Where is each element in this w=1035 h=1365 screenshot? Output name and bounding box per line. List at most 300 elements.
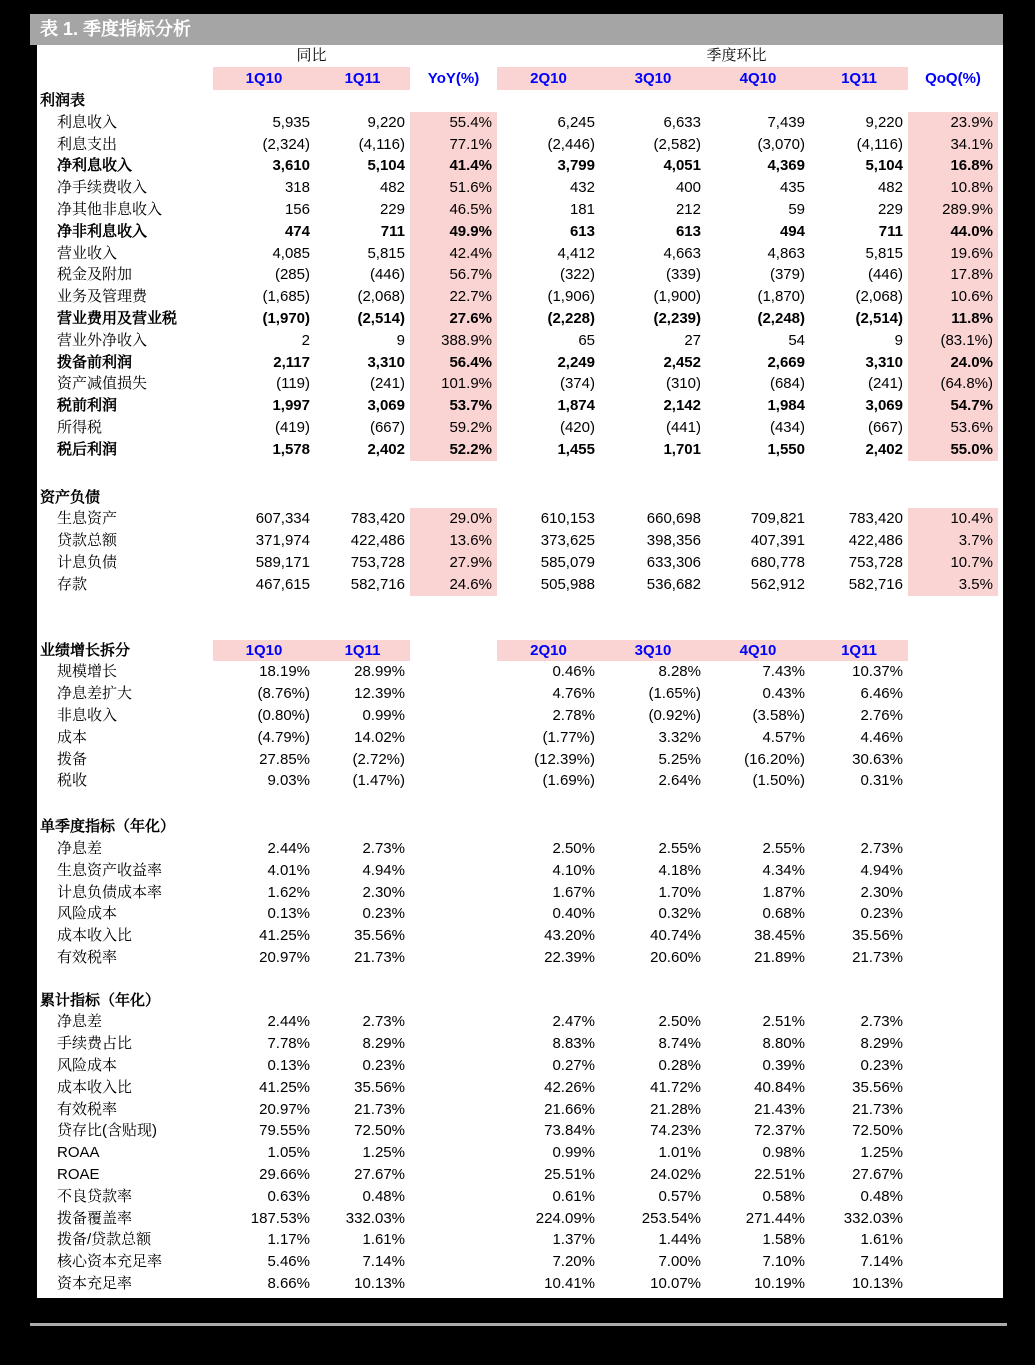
value-cell: 3,799	[557, 157, 595, 175]
row-label: 业务及管理费	[57, 288, 148, 306]
value-cell: 711	[878, 222, 903, 240]
value-cell: 1,701	[663, 440, 701, 458]
value-cell: 253.54%	[641, 1209, 701, 1227]
table-row	[37, 770, 1003, 792]
value-cell: 4.46%	[860, 728, 903, 746]
value-cell: (2,228)	[547, 309, 595, 327]
value-cell	[908, 1273, 998, 1295]
value-cell: (2,514)	[855, 309, 903, 327]
row-label: 所得税	[57, 418, 103, 436]
value-cell	[908, 882, 998, 904]
value-cell: 14.02%	[354, 728, 405, 746]
value-cell: (2,324)	[262, 135, 310, 153]
row-label: 风险成本	[57, 905, 118, 923]
value-cell	[908, 1229, 998, 1251]
value-cell: 0.61%	[552, 1187, 595, 1205]
table-row	[37, 330, 1003, 352]
value-cell: (2,446)	[547, 135, 595, 153]
table-row	[37, 1164, 1003, 1186]
row-label: 成本收入比	[57, 927, 133, 945]
value-cell: 44.0%	[908, 221, 998, 243]
value-cell: 3,310	[367, 353, 405, 371]
value-cell: (339)	[665, 266, 701, 284]
value-cell: 0.48%	[362, 1187, 405, 1205]
table-panel	[37, 45, 1003, 1298]
column-header-1q10: 1Q10	[213, 67, 315, 90]
value-cell	[410, 727, 497, 749]
value-cell: 3,069	[367, 397, 405, 415]
value-cell: 49.9%	[410, 221, 497, 243]
value-cell: 72.50%	[852, 1122, 903, 1140]
column-header-2q10: 2Q10	[497, 640, 600, 662]
value-cell: 0.58%	[762, 1187, 805, 1205]
value-cell: 373,625	[540, 532, 595, 550]
value-cell: 21.89%	[754, 948, 805, 966]
value-cell: 435	[779, 179, 805, 197]
value-cell: 332.03%	[843, 1209, 903, 1227]
value-cell: (1,685)	[262, 288, 310, 306]
value-cell: 10.13%	[354, 1275, 405, 1293]
section	[37, 487, 1003, 596]
value-cell: (684)	[769, 375, 805, 393]
value-cell	[908, 749, 998, 771]
table-row	[37, 508, 1003, 530]
table-row	[37, 1120, 1003, 1142]
value-cell: 53.6%	[908, 417, 998, 439]
row-label: 贷存比(含贴现)	[57, 1122, 157, 1140]
value-cell: 0.48%	[860, 1187, 903, 1205]
row-label: 营业外净收入	[57, 331, 148, 349]
section	[37, 816, 1003, 969]
value-cell: 21.43%	[754, 1100, 805, 1118]
value-cell: 8.28%	[658, 663, 701, 681]
value-cell	[410, 1011, 497, 1033]
value-cell: 13.6%	[410, 530, 497, 552]
value-cell: 42.26%	[544, 1078, 595, 1096]
value-cell: 27	[684, 331, 701, 349]
value-cell: 0.40%	[552, 905, 595, 923]
row-label: 有效税率	[57, 948, 118, 966]
table-row	[37, 552, 1003, 574]
value-cell: (1,900)	[653, 288, 701, 306]
column-header-2q10: 2Q10	[497, 67, 600, 90]
value-cell: (0.92%)	[648, 706, 701, 724]
table-row	[37, 286, 1003, 308]
value-cell: 5.46%	[267, 1253, 310, 1271]
row-label: 资产减值损失	[57, 375, 148, 393]
value-cell: 24.0%	[908, 352, 998, 374]
table-row	[37, 177, 1003, 199]
value-cell: 41.25%	[259, 927, 310, 945]
value-cell: 0.68%	[762, 905, 805, 923]
value-cell: 0.13%	[267, 1057, 310, 1075]
value-cell	[410, 925, 497, 947]
value-cell: 4,085	[272, 244, 310, 262]
table-row	[37, 661, 1003, 683]
row-label: 净非利息收入	[57, 222, 148, 240]
value-cell: (64.8%)	[908, 373, 998, 395]
value-cell: 753,728	[848, 553, 903, 571]
table-row	[37, 925, 1003, 947]
table-row	[37, 134, 1003, 156]
table-row	[37, 417, 1003, 439]
column-header-3q10: 3Q10	[600, 67, 706, 90]
value-cell: 187.53%	[250, 1209, 310, 1227]
row-label: ROAE	[57, 1166, 100, 1184]
value-cell: 0.98%	[762, 1144, 805, 1162]
value-cell: 229	[877, 200, 903, 218]
value-cell	[908, 925, 998, 947]
value-cell: 536,682	[646, 575, 701, 593]
value-cell: 2.44%	[267, 1013, 310, 1031]
value-cell: 0.32%	[658, 905, 701, 923]
value-cell: (1,870)	[757, 288, 805, 306]
value-cell	[908, 1077, 998, 1099]
value-cell: 398,356	[646, 532, 701, 550]
value-cell: 54	[788, 331, 805, 349]
table-row	[37, 1273, 1003, 1295]
value-cell: 2.47%	[552, 1013, 595, 1031]
value-cell: 494	[779, 222, 805, 240]
section-title: 资产负债	[40, 488, 101, 506]
value-cell: 467,615	[255, 575, 310, 593]
value-cell: 8.80%	[762, 1035, 805, 1053]
value-cell	[908, 1099, 998, 1121]
value-cell	[410, 1208, 497, 1230]
value-cell: 2.50%	[658, 1013, 701, 1031]
value-cell: 0.13%	[267, 905, 310, 923]
value-cell: 633,306	[646, 553, 701, 571]
value-cell: 10.4%	[908, 508, 998, 530]
section-header-row	[37, 990, 1003, 1012]
value-cell: 41.4%	[410, 155, 497, 177]
row-label: 拨备	[57, 750, 88, 768]
column-header-3q10: 3Q10	[600, 640, 706, 662]
value-cell: 2.50%	[552, 839, 595, 857]
value-cell: 5,815	[865, 244, 903, 262]
value-cell: 27.67%	[354, 1166, 405, 1184]
section	[37, 90, 1003, 461]
value-cell	[908, 838, 998, 860]
value-cell: (1,906)	[547, 288, 595, 306]
value-cell: 10.6%	[908, 286, 998, 308]
value-cell: 1,984	[767, 397, 805, 415]
table-row	[37, 683, 1003, 705]
value-cell: 55.0%	[908, 439, 998, 461]
value-cell: 5,935	[272, 113, 310, 131]
value-cell: 2.30%	[362, 883, 405, 901]
value-cell: (119)	[276, 375, 310, 393]
header-label-spacer	[37, 67, 213, 90]
row-label: 手续费占比	[57, 1035, 133, 1053]
table-row	[37, 903, 1003, 925]
value-cell: 2,452	[663, 353, 701, 371]
value-cell: 4,663	[663, 244, 701, 262]
value-cell: 505,988	[540, 575, 595, 593]
value-cell: 10.19%	[754, 1275, 805, 1293]
value-cell: 1.61%	[860, 1231, 903, 1249]
section-title: 累计指标（年化）	[40, 991, 161, 1009]
value-cell	[908, 1142, 998, 1164]
value-cell: 2.64%	[658, 772, 701, 790]
value-cell: 1.61%	[362, 1231, 405, 1249]
row-label: 风险成本	[57, 1057, 118, 1075]
value-cell: (2,248)	[757, 309, 805, 327]
table-body	[37, 90, 1003, 1295]
value-cell	[908, 1033, 998, 1055]
value-cell: 24.02%	[650, 1166, 701, 1184]
row-label: 净息差	[57, 1013, 103, 1031]
row-label: 税后利润	[57, 440, 118, 458]
value-cell	[410, 1099, 497, 1121]
value-cell: 18.19%	[259, 663, 310, 681]
value-cell: 7.20%	[552, 1253, 595, 1271]
row-label: 计息负债成本率	[57, 883, 163, 901]
row-label: 拨备覆盖率	[57, 1209, 133, 1227]
value-cell: 8.29%	[860, 1035, 903, 1053]
value-cell: 2.44%	[267, 839, 310, 857]
value-cell: 2,117	[273, 353, 310, 371]
value-cell: (4,116)	[856, 135, 903, 153]
value-cell: (83.1%)	[908, 330, 998, 352]
column-header-1q11: 1Q11	[810, 67, 908, 90]
value-cell: (446)	[867, 266, 903, 284]
row-label: 生息资产	[57, 510, 118, 528]
value-cell: 2.73%	[362, 1013, 405, 1031]
table-row	[37, 1229, 1003, 1251]
group-header-row	[37, 45, 1003, 67]
value-cell: 1.05%	[267, 1144, 310, 1162]
value-cell: 8.74%	[658, 1035, 701, 1053]
value-cell: (1.50%)	[752, 772, 805, 790]
value-cell: 783,420	[350, 510, 405, 528]
value-cell: 3,310	[865, 353, 903, 371]
value-cell: 12.39%	[354, 685, 405, 703]
value-cell: 6,245	[557, 113, 595, 131]
value-cell: 21.73%	[852, 1100, 903, 1118]
table-row	[37, 1055, 1003, 1077]
value-cell: 2.55%	[658, 839, 701, 857]
row-label: 成本收入比	[57, 1078, 133, 1096]
row-label: ROAA	[57, 1144, 100, 1162]
section-header-row	[37, 487, 1003, 509]
value-cell	[410, 749, 497, 771]
value-cell: 27.67%	[852, 1166, 903, 1184]
value-cell: 0.39%	[762, 1057, 805, 1075]
value-cell: 101.9%	[410, 373, 497, 395]
value-cell	[410, 1033, 497, 1055]
value-cell: 388.9%	[410, 330, 497, 352]
value-cell: 400	[675, 179, 701, 197]
value-cell: 224.09%	[535, 1209, 595, 1227]
value-cell: (12.39%)	[534, 750, 595, 768]
value-cell: 0.43%	[762, 685, 805, 703]
value-cell: 582,716	[350, 575, 405, 593]
value-cell: 10.37%	[852, 663, 903, 681]
table-row	[37, 882, 1003, 904]
value-cell: 0.27%	[552, 1057, 595, 1075]
value-cell: 585,079	[540, 553, 595, 571]
value-cell: (2,239)	[653, 309, 701, 327]
value-cell: 4.57%	[762, 728, 805, 746]
value-cell: 35.56%	[852, 927, 903, 945]
value-cell: 51.6%	[410, 177, 497, 199]
value-cell	[908, 947, 998, 969]
value-cell: 2,142	[663, 397, 701, 415]
value-cell: 3.32%	[658, 728, 701, 746]
value-cell: 1,550	[767, 440, 805, 458]
value-cell: (3.58%)	[752, 706, 805, 724]
value-cell: (285)	[274, 266, 310, 284]
value-cell: (1.47%)	[352, 772, 405, 790]
value-cell: 16.8%	[908, 155, 998, 177]
value-cell: 10.41%	[544, 1275, 595, 1293]
value-cell: 72.37%	[754, 1122, 805, 1140]
value-cell: 11.8%	[908, 308, 998, 330]
table-row	[37, 155, 1003, 177]
value-cell: 212	[675, 200, 701, 218]
value-cell: 0.99%	[552, 1144, 595, 1162]
value-cell	[410, 1077, 497, 1099]
table-row	[37, 705, 1003, 727]
section	[37, 990, 1003, 1295]
row-label: 营业收入	[57, 244, 118, 262]
table-row	[37, 439, 1003, 461]
value-cell: 22.39%	[544, 948, 595, 966]
value-cell: 7.00%	[658, 1253, 701, 1271]
value-cell: 2	[301, 331, 310, 349]
value-cell: 1,997	[272, 397, 310, 415]
value-cell: 46.5%	[410, 199, 497, 221]
value-cell: (241)	[369, 375, 405, 393]
value-cell: 1.44%	[658, 1231, 701, 1249]
bottom-divider	[30, 1323, 1007, 1326]
value-cell: 7.43%	[762, 663, 805, 681]
value-cell: 422,486	[848, 532, 903, 550]
value-cell: 0.63%	[267, 1187, 310, 1205]
value-cell: 2.30%	[860, 883, 903, 901]
empty-cell	[410, 640, 497, 662]
value-cell: (0.80%)	[257, 706, 310, 724]
table-row	[37, 199, 1003, 221]
value-cell: 34.1%	[908, 134, 998, 156]
column-header-qoq: QoQ(%)	[925, 70, 981, 87]
value-cell: 38.45%	[754, 927, 805, 945]
value-cell: 21.73%	[354, 948, 405, 966]
value-cell	[908, 705, 998, 727]
value-cell	[410, 860, 497, 882]
section-header-row	[37, 816, 1003, 838]
value-cell: 0.31%	[860, 772, 903, 790]
value-cell	[410, 1251, 497, 1273]
value-cell: 1,874	[557, 397, 595, 415]
value-cell: 371,974	[255, 532, 310, 550]
value-cell	[908, 1011, 998, 1033]
value-cell: 43.20%	[544, 927, 595, 945]
value-cell: 3.5%	[908, 574, 998, 596]
value-cell: 10.13%	[852, 1275, 903, 1293]
value-cell: (1.65%)	[648, 685, 701, 703]
value-cell: 1.01%	[658, 1144, 701, 1162]
value-cell: 9,220	[865, 113, 903, 131]
value-cell: 20.97%	[259, 1100, 310, 1118]
value-cell: 3.7%	[908, 530, 998, 552]
value-cell: 0.28%	[658, 1057, 701, 1075]
value-cell: (3,070)	[757, 135, 805, 153]
value-cell	[908, 1120, 998, 1142]
table-row	[37, 1033, 1003, 1055]
value-cell: 59	[788, 200, 805, 218]
value-cell: 6.46%	[860, 685, 903, 703]
value-cell: 22.51%	[754, 1166, 805, 1184]
value-cell: 1.37%	[552, 1231, 595, 1249]
table-row	[37, 243, 1003, 265]
value-cell: 8.29%	[362, 1035, 405, 1053]
row-label: 税金及附加	[57, 266, 133, 284]
value-cell: 0.99%	[362, 706, 405, 724]
value-cell	[908, 1208, 998, 1230]
value-cell: 229	[379, 200, 405, 218]
table-row	[37, 395, 1003, 417]
value-cell: (1,970)	[262, 309, 310, 327]
row-label: 核心资本充足率	[57, 1253, 163, 1271]
value-cell	[908, 1055, 998, 1077]
value-cell	[908, 770, 998, 792]
value-cell: 35.56%	[354, 1078, 405, 1096]
value-cell: 42.4%	[410, 243, 497, 265]
value-cell: 0.23%	[362, 1057, 405, 1075]
value-cell: 23.9%	[908, 112, 998, 134]
table-row	[37, 1208, 1003, 1230]
value-cell: 422,486	[350, 532, 405, 550]
value-cell: 271.44%	[745, 1209, 805, 1227]
row-label: 净利息收入	[57, 157, 133, 175]
row-label: 拨备/贷款总额	[57, 1231, 152, 1249]
row-label: 净手续费收入	[57, 179, 148, 197]
row-label: 净其他非息收入	[57, 200, 163, 218]
row-label: 资本充足率	[57, 1275, 133, 1293]
value-cell: 41.72%	[650, 1078, 701, 1096]
value-cell: 7.14%	[860, 1253, 903, 1271]
table-row	[37, 1142, 1003, 1164]
value-cell	[908, 903, 998, 925]
table-row	[37, 1251, 1003, 1273]
value-cell: 4.94%	[362, 861, 405, 879]
value-cell: 3,610	[272, 157, 310, 175]
value-cell: 482	[379, 179, 405, 197]
value-cell	[908, 727, 998, 749]
row-label: 计息负债	[57, 553, 118, 571]
section	[37, 640, 1003, 793]
value-cell: 4,412	[557, 244, 595, 262]
value-cell: 4.10%	[552, 861, 595, 879]
value-cell: 1.17%	[267, 1231, 310, 1249]
value-cell: 3,069	[865, 397, 903, 415]
value-cell: 24.6%	[410, 574, 497, 596]
value-cell: 79.55%	[259, 1122, 310, 1140]
value-cell: (2.72%)	[352, 750, 405, 768]
value-cell: 5,104	[865, 157, 903, 175]
row-label: 利息收入	[57, 113, 118, 131]
value-cell	[410, 1186, 497, 1208]
value-cell: 8.83%	[552, 1035, 595, 1053]
value-cell: 6,633	[663, 113, 701, 131]
table-row	[37, 1077, 1003, 1099]
value-cell: (16.20%)	[744, 750, 805, 768]
table-row	[37, 1099, 1003, 1121]
value-cell: 17.8%	[908, 264, 998, 286]
row-label: 不良贷款率	[57, 1187, 133, 1205]
